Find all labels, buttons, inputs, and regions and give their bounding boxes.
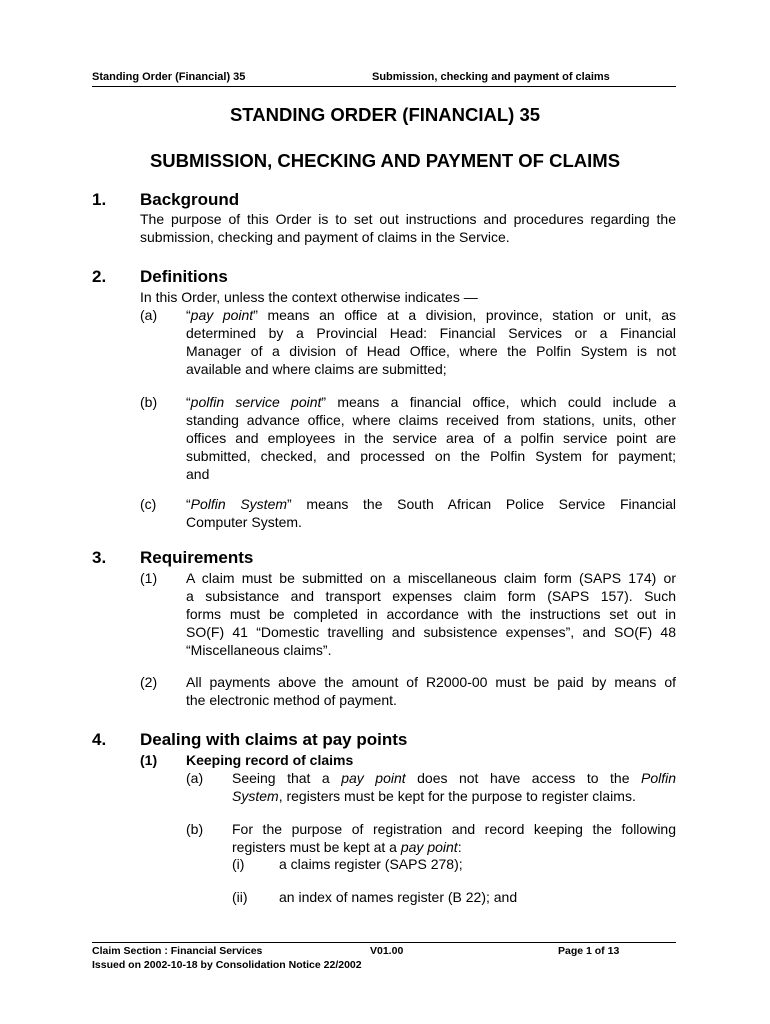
text-span: does not have access to the	[417, 770, 630, 786]
text-line: and	[186, 466, 210, 482]
text-line: a subsistance and transport expenses claim form (SAPS 157). Such	[186, 588, 676, 604]
requirement-2	[186, 673, 676, 709]
definition-b	[186, 393, 676, 483]
defined-term: Polfin System	[190, 496, 288, 512]
section-2-heading: Definitions	[140, 267, 228, 286]
definition-c	[186, 495, 676, 531]
text-line: submitted, checked, and processed on the Polfin System for payment;	[186, 448, 676, 464]
section-1-paragraph	[140, 210, 676, 246]
text-line: Computer System.	[186, 514, 302, 530]
text-span: means an office at a division, province, station or unit, as	[267, 307, 676, 323]
text-span: registers must be kept at a	[232, 839, 397, 855]
item-b-label: (b)	[186, 821, 204, 837]
section-2-number: 2.	[92, 267, 107, 286]
defined-term: System	[232, 788, 279, 804]
definition-c-label: (c)	[140, 496, 157, 512]
section-3-number: 3.	[92, 548, 107, 567]
text-line: determined by a Provincial Head: Financial Services or a Financial	[186, 325, 676, 341]
text-span: Seeing that a	[232, 770, 330, 786]
text-line: All payments above the amount of R2000-00 must be paid by means of	[186, 674, 676, 690]
text-line: standing advance office, where claims received from stations, units, other	[186, 412, 676, 428]
text-span: means the South African Police Service Financial	[306, 496, 676, 512]
text-line	[232, 769, 676, 787]
defined-term: Polfin	[640, 770, 677, 786]
footer-rule	[92, 942, 676, 943]
defined-term: polfin service point	[190, 394, 322, 410]
defined-term: pay point	[400, 839, 458, 855]
text-line: “Polfin System” means the South African Police Service Financial	[186, 496, 676, 512]
header-right: Submission, checking and payment of claims	[372, 71, 610, 83]
text-line: “Miscellaneous claims”.	[186, 642, 332, 658]
item-b-ii-label: (ii)	[232, 889, 248, 905]
item-b-i-text: a claims register (SAPS 278);	[279, 856, 463, 872]
footer-page-number: Page 1 of 13	[558, 945, 620, 957]
item-b-i-label: (i)	[232, 856, 245, 872]
page-subtitle: SUBMISSION, CHECKING AND PAYMENT OF CLAIMS	[149, 150, 621, 171]
text-line: available and where claims are submitted;	[186, 361, 447, 377]
definition-b-label: (b)	[140, 394, 158, 410]
text-line: “polfin service point” means a financial office, which could include a	[186, 394, 676, 410]
header-rule	[92, 86, 676, 87]
subsection-1-heading: Keeping record of claims	[186, 752, 354, 768]
section-1-number: 1.	[92, 190, 107, 209]
text-line: In this Order, unless the context otherwise indicates —	[140, 289, 478, 305]
item-a-label: (a)	[186, 770, 204, 786]
requirement-1-label: (1)	[140, 570, 158, 586]
section-3-heading: Requirements	[140, 548, 254, 567]
text-span: :	[457, 839, 462, 855]
footer-section: Claim Section : Financial Services	[92, 945, 263, 957]
text-line: “pay point” means an office at a division, province, station or unit, as	[186, 307, 676, 323]
item-b-ii-text: an index of names register (B 22); and	[279, 889, 518, 905]
definition-a	[186, 306, 676, 378]
section-4-number: 4.	[92, 730, 107, 749]
section-4-heading: Dealing with claims at pay points	[140, 730, 408, 749]
text-span: means a financial office, which could include a	[337, 394, 676, 410]
header-left: Standing Order (Financial) 35	[92, 71, 246, 83]
text-line: the electronic method of payment.	[186, 692, 397, 708]
requirement-2-label: (2)	[140, 674, 158, 690]
defined-term: pay point	[341, 770, 406, 786]
section-2-intro	[140, 288, 676, 306]
text-line	[232, 787, 676, 805]
text-line: offices and employees in the service area of a polfin service point are	[186, 430, 676, 446]
text-line: For the purpose of registration and record keeping the following	[232, 821, 676, 837]
defined-term: pay point	[190, 307, 254, 323]
text-span: , registers must be kept for the purpose to register claims.	[278, 788, 636, 804]
requirement-1	[186, 569, 676, 659]
item-b	[232, 820, 676, 856]
subsection-1-label: (1)	[140, 752, 158, 768]
text-line: forms must be completed in accordance with the instructions set out in	[186, 606, 676, 622]
definition-a-label: (a)	[140, 307, 158, 323]
text-line: SO(F) 41 “Domestic travelling and subsistence expenses”, and SO(F) 48	[186, 624, 676, 640]
item-a	[232, 769, 676, 805]
text-line: submission, checking and payment of claims in the Service.	[140, 229, 510, 245]
section-1-heading: Background	[140, 190, 240, 209]
text-line: A claim must be submitted on a miscellaneous claim form (SAPS 174) or	[186, 570, 676, 586]
footer-issued: Issued on 2002-10-18 by Consolidation Notice 22/2002	[92, 959, 362, 971]
text-line	[232, 838, 676, 856]
page-title: STANDING ORDER (FINANCIAL) 35	[229, 104, 541, 125]
text-line: The purpose of this Order is to set out instructions and procedures regarding the	[140, 211, 676, 227]
text-line: Manager of a division of Head Office, where the Polfin System is not	[186, 343, 676, 359]
footer-version: V01.00	[370, 945, 404, 957]
